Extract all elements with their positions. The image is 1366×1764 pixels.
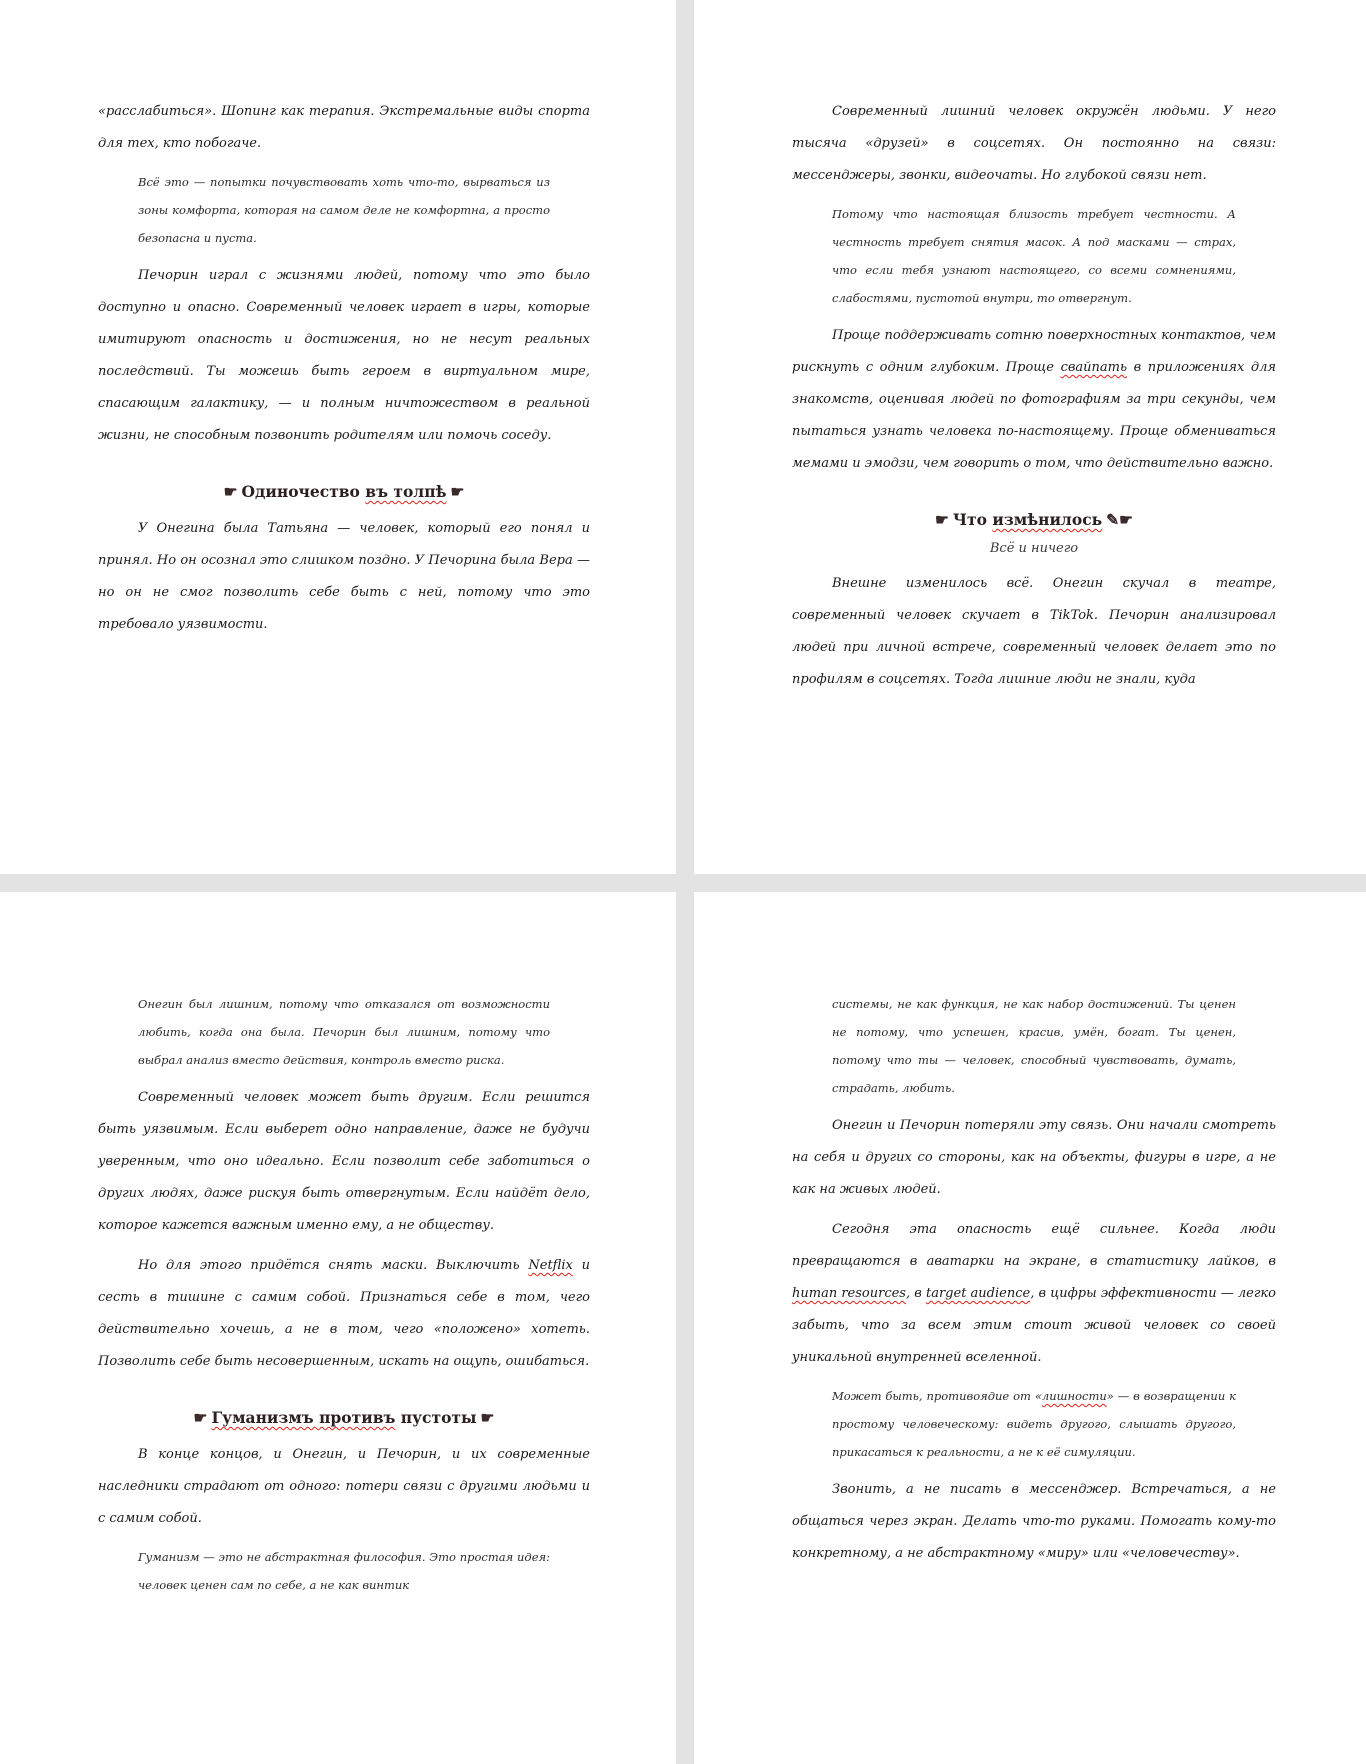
quote-block: Онегин был лишним, потому что отказался от возможности любить, когда она была. Печорин был лишним, потому что выбрал анализ вместо действия, контроль вместо риска. — [138, 997, 550, 1067]
pencil-hand-icon: ✎☛ — [1106, 510, 1134, 529]
misspelled-word[interactable]: измѣнилось — [992, 510, 1103, 529]
text-run: в приложениях для знакомств, оценивая людей по фотографиям за три секунды, чем пытаться узнать человека по-настоящему. Проще обмениваться мемами и эмодзи, чем говорить о том, что действительно важно. — [792, 360, 1277, 471]
misspelled-word[interactable]: Гуманизмъ противъ — [211, 1408, 396, 1427]
hand-pointer-icon: ☛ — [450, 482, 465, 501]
paragraph: Звонить, а не писать в мессенджер. Встречаться, а не общаться через экран. Делать что-то руками. Помогать кому-то конкретному, а не абстрактному «миру» или «человечеству». — [792, 1482, 1276, 1561]
document-page-2 — [694, 0, 1366, 874]
text-run: , в — [905, 1286, 926, 1301]
document-page-1 — [0, 0, 676, 874]
paragraph: В конце концов, и Онегин, и Печорин, и их современные наследники страдают от одного: потери связи с другими людьми и с самим собой. — [98, 1447, 590, 1526]
hand-pointer-icon: ☛ — [223, 482, 238, 501]
heading-text: Одиночество — [241, 482, 366, 501]
section-heading — [98, 482, 590, 501]
paragraph — [792, 1214, 1276, 1374]
paragraph: Современный человек может быть другим. Если решится быть уязвимым. Если выберет одно направление, даже не будучи уверенным, что оно идеально. Если позволит себе заботиться о других людях, даже рискуя быть отвергнутым. Если найдёт дело, которое кажется важным именно ему, а не обществу. — [98, 1090, 590, 1233]
misspelled-word[interactable]: свайпать — [1060, 360, 1128, 375]
misspelled-word[interactable]: въ толпѣ — [365, 482, 447, 501]
paragraph: У Онегина была Татьяна — человек, который его понял и принял. Но он осознал это слишком поздно. У Печорина была Вера — но он не смог позволить себе быть с ней, потому что это требовало уязвимости. — [98, 521, 590, 632]
heading-text: пустоты — [395, 1408, 477, 1427]
section-heading — [792, 510, 1276, 529]
misspelled-word[interactable]: human resources — [792, 1286, 906, 1301]
text-run: , в цифры эффективности — легко забыть, что за всем этим стоит живой человек со своей уникальной внутренней вселенной. — [792, 1286, 1277, 1365]
paragraph: Печорин играл с жизнями людей, потому что это было доступно и опасно. Современный человек играет в игры, которые имитируют опасность и достижения, но не несут реальных последствий. Ты можешь быть героем в виртуальном мире, спасающим галактику, — и полным ничтожеством в реальной жизни, не способным позвонить родителям или помочь соседу. — [98, 268, 590, 443]
quote-block: Гуманизм — это не абстрактная философия. Это простая идея: человек ценен сам по себе, а не как винтик — [138, 1550, 550, 1592]
quote-block: Всё это — попытки почувствовать хоть что-то, вырваться из зоны комфорта, которая на самом деле не комфортна, а просто безопасна и пуста. — [138, 175, 550, 245]
misspelled-word[interactable]: лишности — [1041, 1389, 1107, 1403]
document-page-3 — [0, 892, 676, 1764]
hand-pointer-icon: ☛ — [480, 1408, 495, 1427]
quote-block: системы, не как функция, не как набор достижений. Ты ценен не потому, что успешен, красив, умён, богат. Ты ценен, потому что ты — человек, способный чувствовать, думать, страдать, любить. — [832, 997, 1236, 1095]
section-heading — [98, 1408, 590, 1427]
paragraph — [792, 320, 1276, 480]
text-run: Но для этого придётся снять маски. Выключить — [138, 1258, 529, 1273]
quote-block: Потому что настоящая близость требует честности. А честность требует снятия масок. А под масками — страх, что если тебя узнают настоящего, со всеми сомнениями, слабостями, пустотой внутри, то отвергнут. — [832, 207, 1236, 305]
document-page-4 — [694, 892, 1366, 1764]
heading-text: Что — [952, 510, 993, 529]
hand-pointer-icon: ☛ — [934, 510, 949, 529]
misspelled-word[interactable]: Netflix — [528, 1258, 573, 1273]
text-run: Проще поддерживать сотню поверхностных контактов, чем рискнуть с одним глубоким. Проще — [792, 328, 1276, 375]
text-run: Сегодня эта опасность ещё сильнее. Когда люди превращаются в аватарки на экране, в статистику лайков, в — [792, 1222, 1276, 1269]
quote-block — [832, 1382, 1236, 1466]
text-run: и сесть в тишине с самим собой. Признаться себе в том, чего действительно хочешь, а не в том, чего «положено» хотеть. Позволить себе быть несовершенным, искать на ощупь, ошибаться. — [98, 1258, 591, 1369]
hand-pointer-icon: ☛ — [193, 1408, 208, 1427]
paragraph: «расслабиться». Шопинг как терапия. Экстремальные виды спорта для тех, кто побогаче. — [98, 104, 590, 151]
paragraph: Современный лишний человек окружён людьми. У него тысяча «друзей» в соцсетях. Он постоянно на связи: мессенджеры, звонки, видеочаты. Но глубокой связи нет. — [792, 104, 1276, 183]
text-run: Может быть, противоядие от « — [832, 1389, 1042, 1403]
paragraph — [98, 1250, 590, 1378]
subheading: Всё и ничего — [989, 541, 1079, 556]
paragraph: Внешне изменилось всё. Онегин скучал в театре, современный человек скучает в TikTok. Печорин анализировал людей при личной встрече, современный человек делает это по профилям в соцсетях. Тогда лишние люди не знали, куда — [792, 576, 1276, 687]
paragraph: Онегин и Печорин потеряли эту связь. Они начали смотреть на себя и других со стороны, как на объекты, фигуры в игре, а не как на живых людей. — [792, 1118, 1276, 1197]
text-run: » — в возвращении к простому человеческому: видеть другого, слышать другого, прикасаться к реальности, а не к её симуляции. — [832, 1389, 1236, 1459]
misspelled-word[interactable]: target audience — [925, 1286, 1031, 1301]
